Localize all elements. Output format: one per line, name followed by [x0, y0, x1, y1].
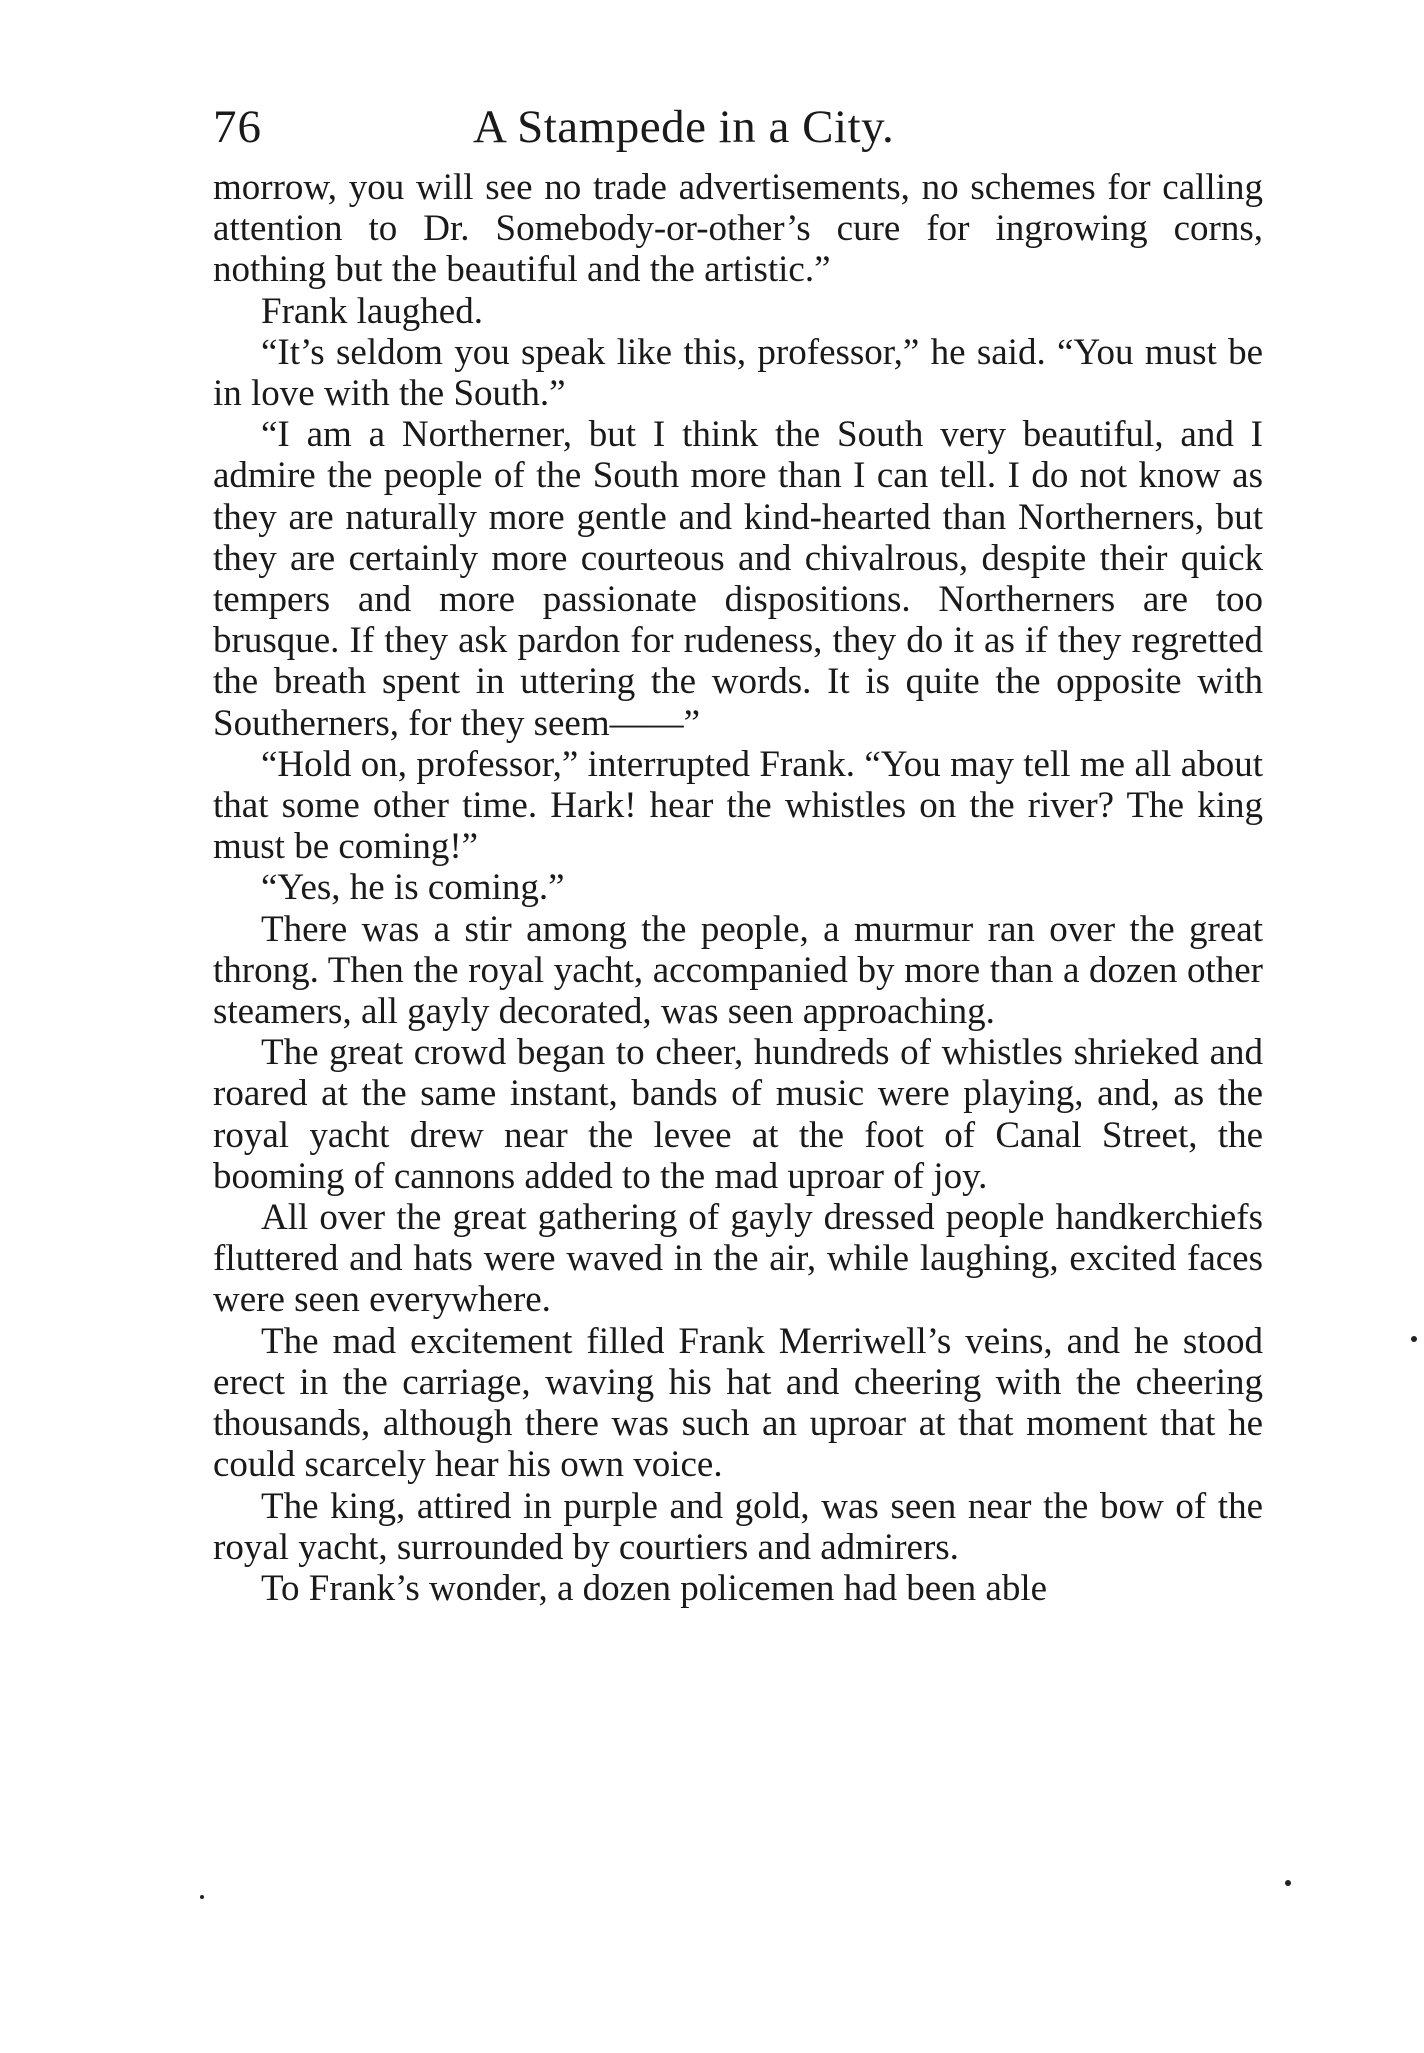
paragraph: “It’s seldom you speak like this, professor,” he said. “You must be in love with the South.”	[213, 331, 1263, 415]
paragraph: The great crowd began to cheer, hundreds of whistles shrieked and roared at the same instant, bands of music were playing, and, as the royal yacht drew near the levee at the foot of Canal Street, the booming of cannons added to the mad uproar of joy.	[213, 1032, 1263, 1197]
paragraph: There was a stir among the people, a murmur ran over the great throng. Then the royal yacht, accompanied by more than a dozen other steamers, all gayly decorated, was seen approaching.	[213, 908, 1263, 1033]
paragraph: The king, attired in purple and gold, was seen near the bow of the royal yacht, surrounded by courtiers and admirers.	[213, 1485, 1263, 1568]
paragraph-continued: morrow, you will see no trade advertisements, no schemes for calling attention to Dr. Somebody-or-other’s cure for ingrowing corns, nothing but the beautiful and the artistic.”	[213, 167, 1263, 291]
paragraph: “I am a Northerner, but I think the South very beautiful, and I admire the people of the South more than I can tell. I do not know as they are naturally more gentle and kind-hearted than Northerners, but they are certainly more courteous and chivalrous, despite their quick tempers and more passionate dispositions. Northerners are too brusque. If they ask pardon for rudeness, they do it as if they regretted the breath spent in uttering the words. It is quite the opposite with Southerners, for they seem——”	[213, 414, 1263, 744]
ink-speck	[1411, 1336, 1417, 1342]
paragraph: Frank laughed.	[261, 290, 483, 332]
paragraph: “Hold on, professor,” interrupted Frank. “You may tell me all about that some other time. Hark! hear the whistles on the river? The king must be coming!”	[213, 743, 1263, 868]
page-header	[213, 92, 1263, 162]
body-text	[213, 167, 1263, 1609]
paragraph: All over the great gathering of gayly dressed people handkerchiefs fluttered and hats were waved in the air, while laughing, excited faces were seen everywhere.	[213, 1197, 1263, 1321]
paragraph: The mad excitement filled Frank Merriwell’s veins, and he stood erect in the carriage, waving his hat and cheering with the cheering thousands, although there was such an uproar at that moment that he could scarcely hear his own voice.	[213, 1320, 1263, 1486]
paragraph: “Yes, he is coming.”	[261, 867, 565, 909]
page-number: 76	[213, 101, 262, 153]
paragraph: To Frank’s wonder, a dozen policemen had been able	[261, 1567, 1048, 1609]
ink-speck	[1285, 1880, 1291, 1886]
running-title: A Stampede in a City.	[473, 101, 895, 153]
ink-speck	[200, 1895, 204, 1899]
